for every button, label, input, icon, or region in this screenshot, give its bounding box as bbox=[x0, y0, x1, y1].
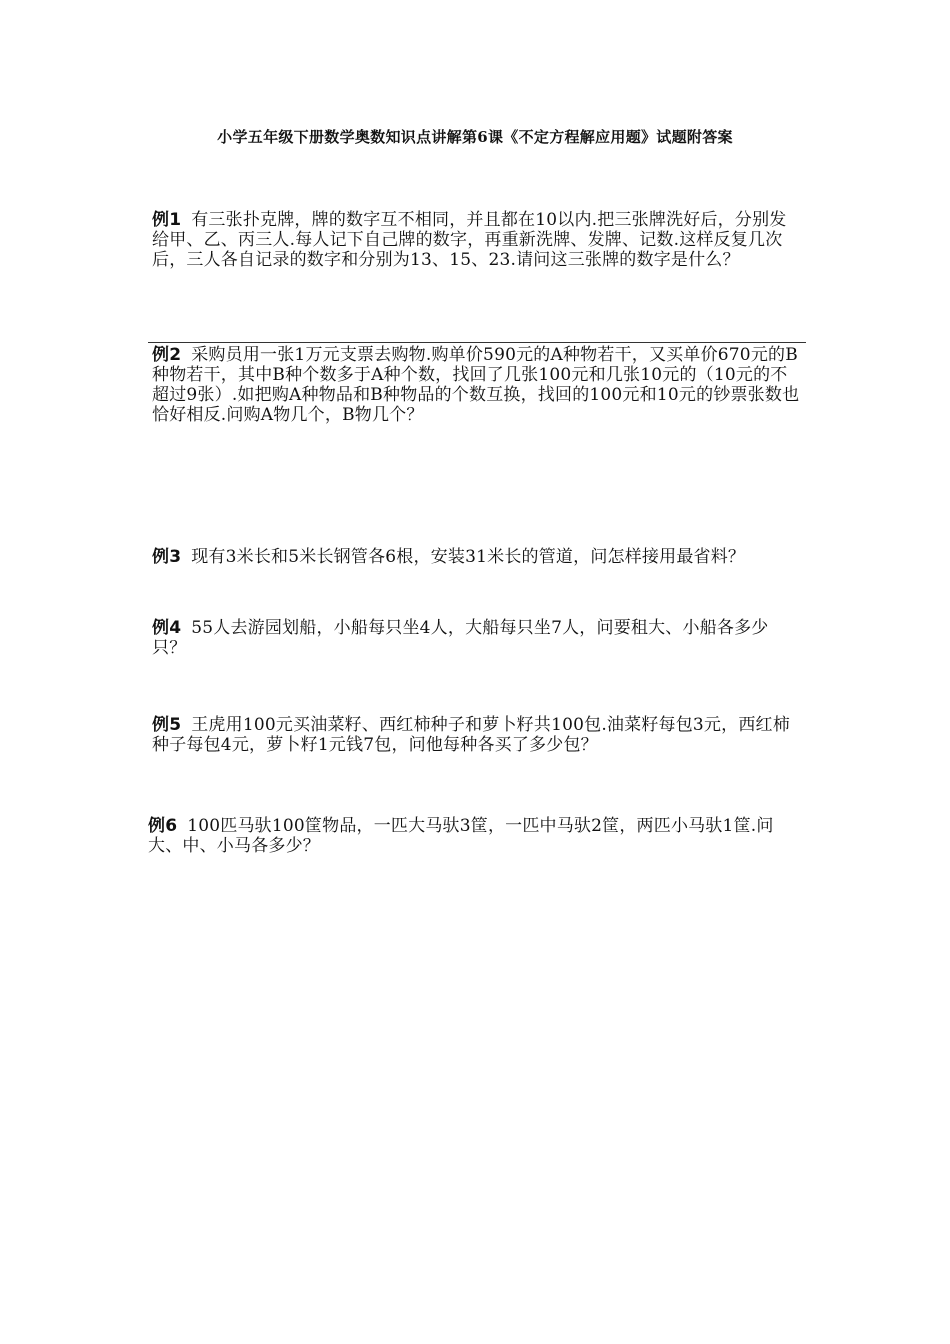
divider-line bbox=[148, 342, 806, 343]
problem-label: 例1 bbox=[152, 210, 182, 230]
problem-2 bbox=[152, 345, 804, 425]
problem-label: 例3 bbox=[152, 547, 182, 567]
problem-label: 例4 bbox=[152, 618, 182, 638]
problem-label: 例6 bbox=[148, 816, 178, 836]
problem-text: 55人去游园划船，小船每只坐4人，大船每只坐7人，问要租大、小船各多少只？ bbox=[152, 618, 769, 658]
problem-text: 采购员用一张1万元支票去购物.购单价590元的A种物若干，又买单价670元的B种物若干，其中B种个数多于A种个数，找回了几张100元和几张10元的（10元的不超过9张）.如把购A种物品和B种物品的个数互换，找回的100元和10元的钞票张数也恰好相反.问购A物几个，B物几个？ bbox=[152, 345, 800, 425]
problem-6 bbox=[148, 816, 802, 856]
problem-label: 例2 bbox=[152, 345, 182, 365]
problem-3 bbox=[152, 547, 802, 567]
problem-text: 100匹马驮100筐物品，一匹大马驮3筐，一匹中马驮2筐，两匹小马驮1筐.问大、中、小马各多少？ bbox=[148, 816, 774, 856]
problem-text: 有三张扑克牌，牌的数字互不相同，并且都在10以内.把三张牌洗好后，分别发给甲、乙、丙三人.每人记下自己牌的数字，再重新洗牌、发牌、记数.这样反复几次后，三人各自记录的数字和分别为13、15、23.请问这三张牌的数字是什么？ bbox=[152, 210, 787, 270]
document-title: 小学五年级下册数学奥数知识点讲解第6课《不定方程解应用题》试题附答案 bbox=[217, 128, 733, 146]
problem-4 bbox=[152, 618, 802, 658]
problem-text: 现有3米长和5米长钢管各6根，安装31米长的管道，问怎样接用最省料？ bbox=[191, 547, 746, 567]
problem-5 bbox=[152, 715, 802, 755]
problem-label: 例5 bbox=[152, 715, 182, 735]
problem-1 bbox=[152, 210, 802, 270]
problem-text: 王虎用100元买油菜籽、西红柿种子和萝卜籽共100包.油菜籽每包3元，西红柿种子每包4元，萝卜籽1元钱7包，问他每种各买了多少包？ bbox=[152, 715, 790, 755]
